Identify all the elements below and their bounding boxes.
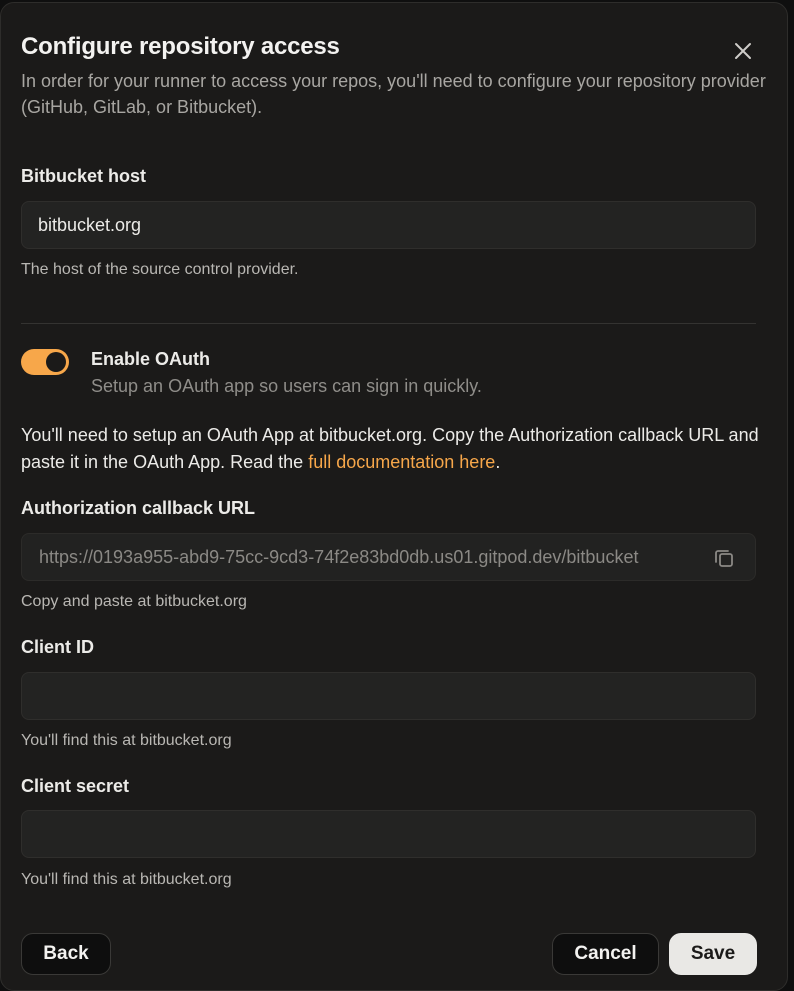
copy-url-button[interactable] [712, 546, 736, 570]
callback-url-field [21, 533, 756, 581]
client-secret-input[interactable] [21, 810, 756, 858]
client-id-help: You'll find this at bitbucket.org [21, 732, 232, 749]
close-button[interactable] [729, 37, 757, 65]
oauth-notice-text: You'll need to setup an OAuth App at bitbucket.org. Copy the Authorization callback URL and paste it in the OAuth App. Read the [21, 425, 759, 472]
callback-url-label: Authorization callback URL [21, 498, 256, 518]
client-secret-help: You'll find this at bitbucket.org [21, 871, 232, 888]
copy-icon [712, 546, 736, 570]
oauth-notice [21, 422, 761, 476]
toggle-knob [46, 352, 66, 372]
bitbucket-host-input[interactable] [21, 201, 756, 249]
oauth-notice-end: . [495, 452, 501, 472]
callback-url-help: Copy and paste at bitbucket.org [21, 593, 247, 610]
configure-repository-dialog [0, 2, 788, 991]
client-secret-label: Client secret [21, 776, 130, 796]
enable-oauth-title: Enable OAuth [91, 349, 211, 369]
bitbucket-host-help: The host of the source control provider. [21, 261, 299, 278]
save-button[interactable]: Save [669, 933, 757, 975]
enable-oauth-subtitle: Setup an OAuth app so users can sign in quickly. [91, 376, 482, 396]
bitbucket-host-label: Bitbucket host [21, 166, 147, 186]
callback-url-value[interactable]: https://0193a955-abd9-75cc-9cd3-74f2e83bd0db.us01.gitpod.dev/bitbucket [39, 547, 639, 567]
section-divider [21, 323, 756, 324]
client-id-input[interactable] [21, 672, 756, 720]
full-documentation-link[interactable]: full documentation here [308, 452, 496, 472]
back-button[interactable]: Back [21, 933, 111, 975]
dialog-title: Configure repository access [21, 33, 340, 60]
enable-oauth-toggle[interactable] [21, 349, 69, 375]
cancel-button[interactable]: Cancel [552, 933, 659, 975]
dialog-subtitle: In order for your runner to access your repos, you'll need to configure your repository provider (GitHub, GitLab, or Bitbucket). [21, 71, 766, 117]
close-icon [729, 37, 757, 65]
client-id-label: Client ID [21, 637, 95, 657]
